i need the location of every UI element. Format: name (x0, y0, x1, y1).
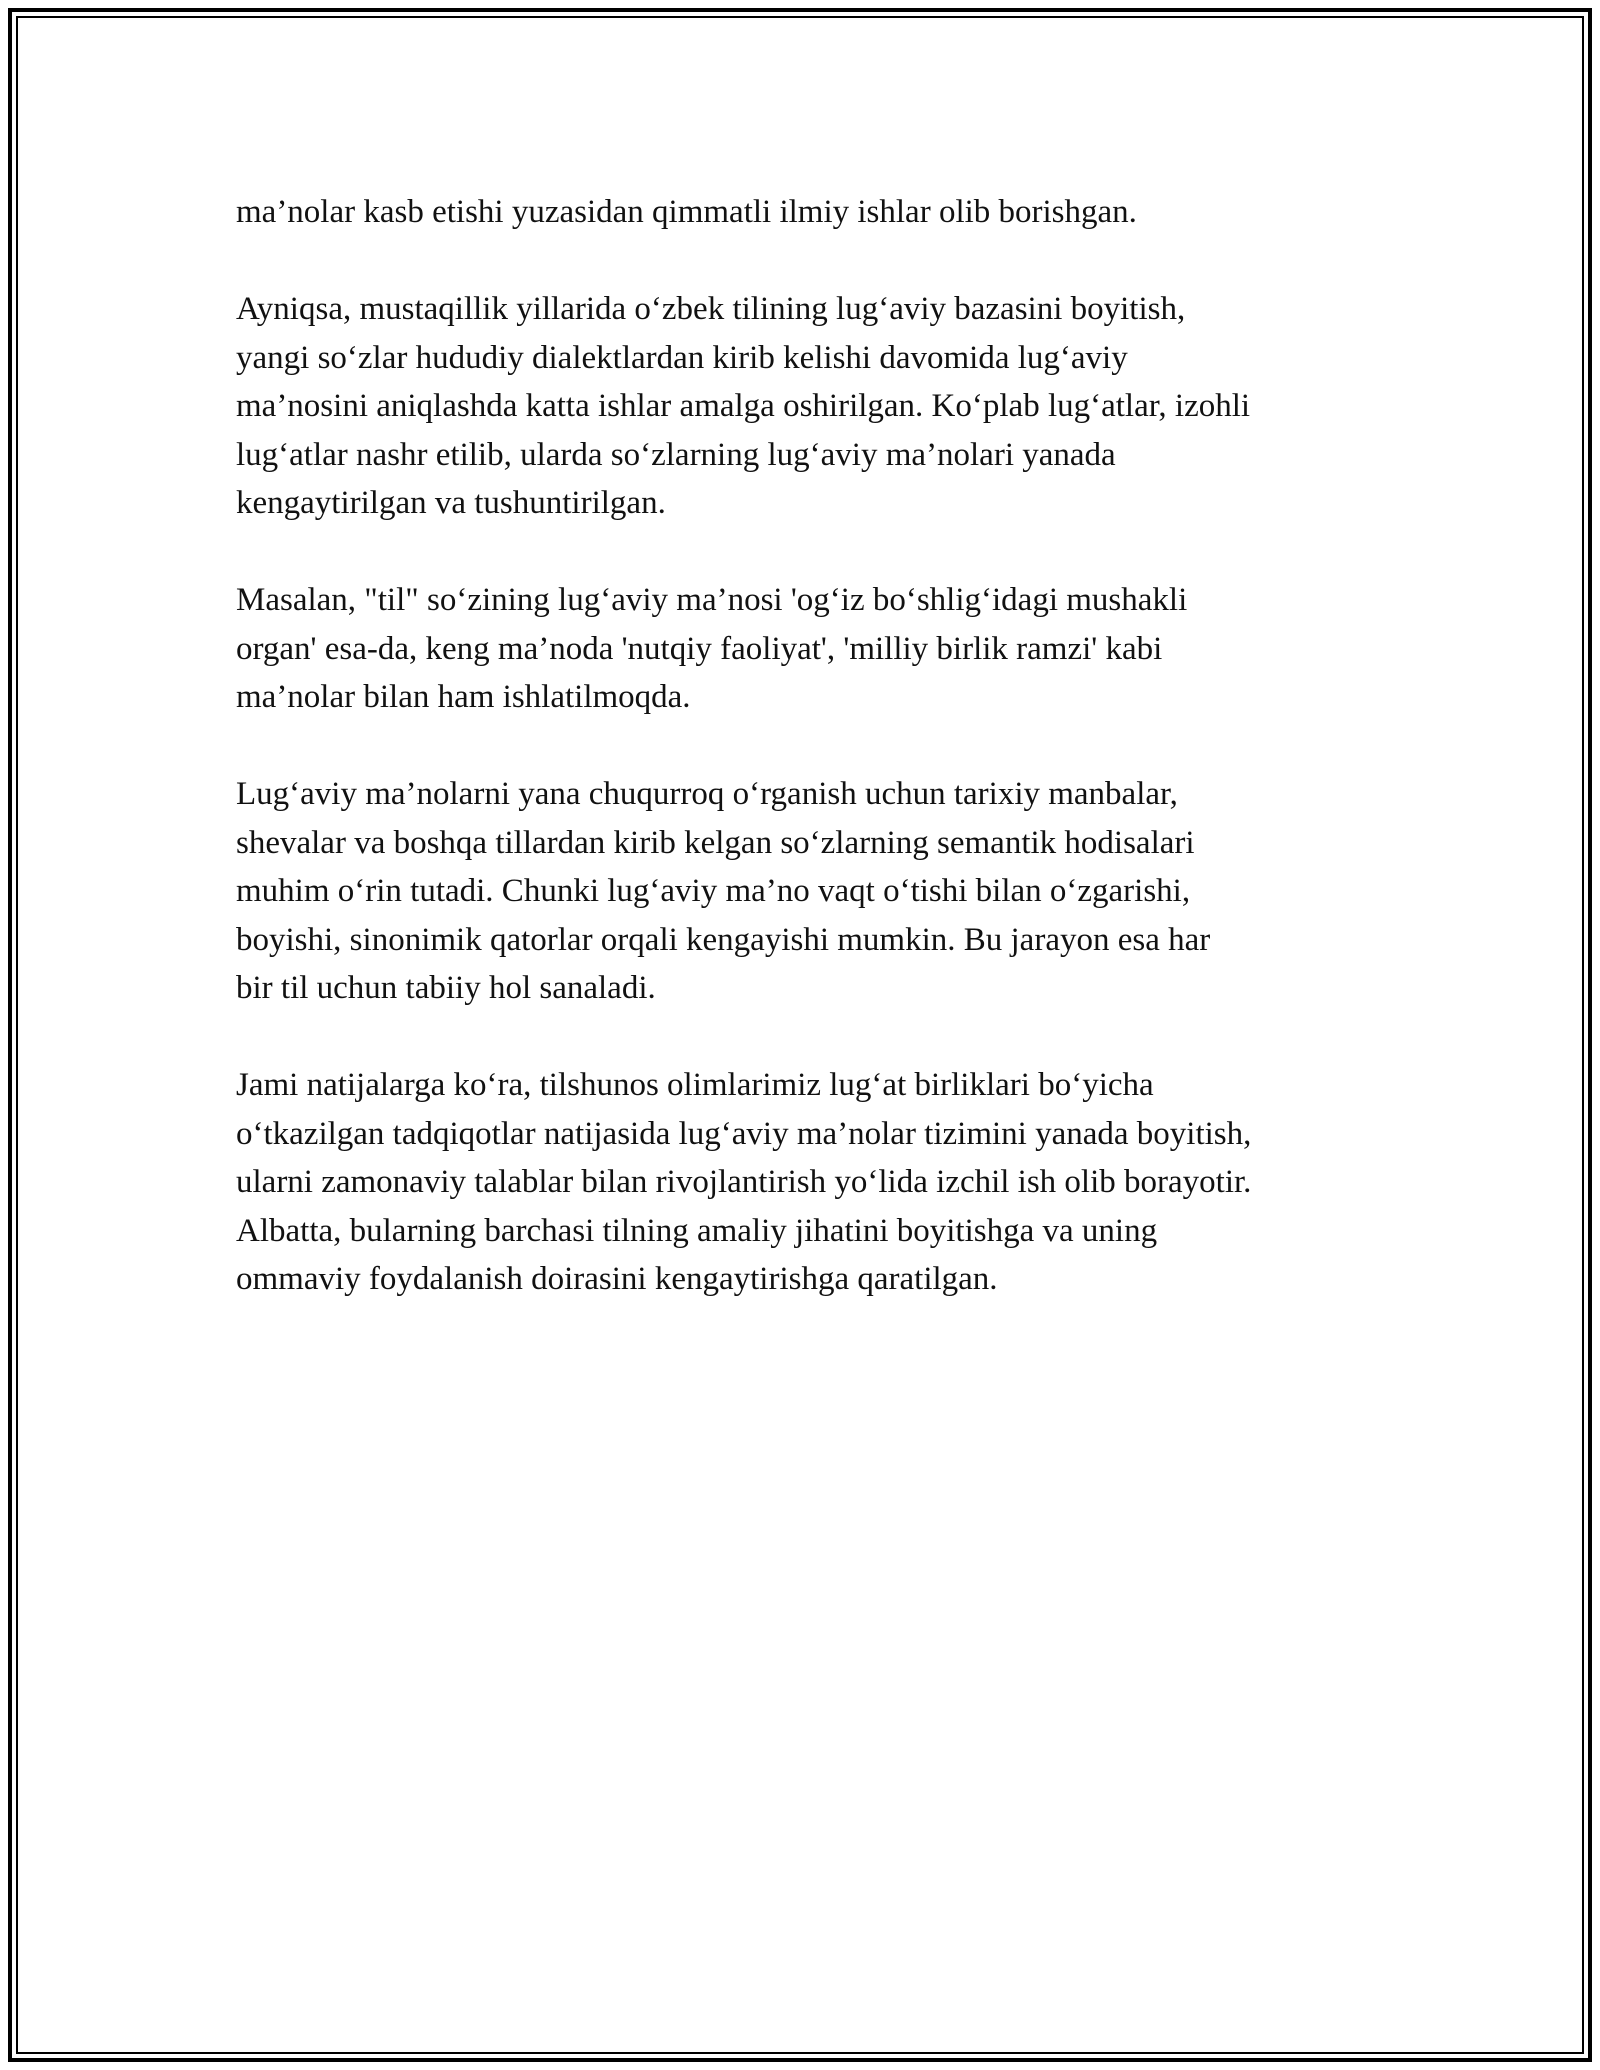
paragraph-1: ma’nolar kasb etishi yuzasidan qimmatli ilmiy ishlar olib borishgan. (236, 194, 1137, 230)
document-body (236, 188, 1416, 1352)
paragraph-5: Jami natijalarga ko‘ra, tilshunos olimlarimiz lug‘at birliklari bo‘yicha o‘tkazilgan tadqiqotlar natijasida lug‘aviy ma’nolar tizimini yanada boyitish, ularni zamonaviy talablar bilan rivojlantirish yo‘lida izchil ish olib borayotir. Albatta, bularning barchasi tilning amaliy jihatini boyitishga va uning ommaviy foydalanish doirasini kengaytirishga qaratilgan. (236, 1067, 1252, 1297)
paragraph-3: Masalan, "til" so‘zining lug‘aviy ma’nosi 'og‘iz bo‘shlig‘idagi mushakli organ' esa-da, keng ma’noda 'nutqiy faoliyat', 'milliy birlik ramzi' kabi ma’nolar bilan ham ishlatilmoqda. (236, 582, 1188, 715)
paragraph-2: Ayniqsa, mustaqillik yillarida o‘zbek tilining lug‘aviy bazasini boyitish, yangi so‘zlar hududiy dialektlardan kirib kelishi davomida lug‘aviy ma’nosini aniqlashda katta ishlar amalga oshirilgan. Ko‘plab lug‘atlar, izohli lug‘atlar nashr etilib, ularda so‘zlarning lug‘aviy ma’nolari yanada kengaytirilgan va tushuntirilgan. (236, 291, 1251, 521)
paragraph-4: Lug‘aviy ma’nolarni yana chuqurroq o‘rganish uchun tarixiy manbalar, shevalar va boshqa tillardan kirib kelgan so‘zlarning semantik hodisalari muhim o‘rin tutadi. Chunki lug‘aviy ma’no vaqt o‘tishi bilan o‘zgarishi, boyishi, sinonimik qatorlar orqali kengayishi mumkin. Bu jarayon esa har bir til uchun tabiiy hol sanaladi. (236, 776, 1211, 1006)
